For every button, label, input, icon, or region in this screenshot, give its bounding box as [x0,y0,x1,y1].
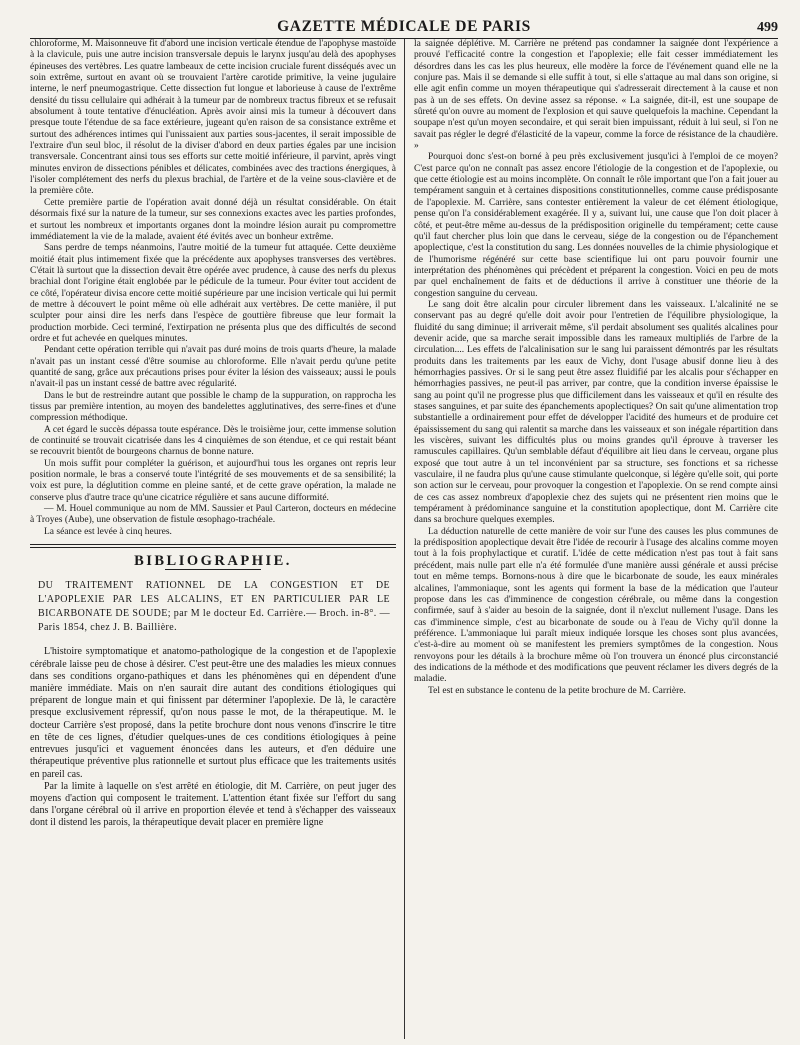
page-number: 499 [757,20,778,35]
section-heading: BIBLIOGRAPHIE. [134,553,292,570]
paragraph: L'histoire symptomatique et anatomo-pathologique de la congestion et de l'apoplexie cérébrale laisse peu de chose à désirer. C'est peut-être une des maladies les mieux connues dans ses conditions organo-pathiques et dans les phénomènes qui en dépendent d'une manière immédiate. Mais on n'en saurait dire autant des conditions étiologiques qui préparent de longue main et qui finissent par déterminer l'apoplexie. De là, le caractère presque exclusivement répressif, qu'on nous passe le mot, de la thérapeutique. M. le docteur Carrière s'est proposé, dans la petite brochure dont nous venons d'inscrire le titre en tête de ces lignes, d'étudier quelques-unes de ces conditions étiologiques à peine entrevues jusqu'ici et vaguement énoncées dans les auteurs, et d'en déduire une thérapeutique préventive plus rationnelle et surtout plus efficace que les traitements usités en pareil cas. [30,646,396,780]
running-header [30,12,778,39]
paragraph: chloroforme, M. Maisonneuve fit d'abord une incision verticale étendue de l'apophyse mastoïde à la clavicule, puis une autre incision transversale depuis le larynx jusqu'au delà des apophyses épineuses des vertèbres. Les quatre lambeaux de cette incision cruciale furent disséqués avec un soin extrême, surtout en avant où se trouvaient l'artère carotide primitive, la veine jugulaire interne, le nerf pneumogastrique. Cette dissection fut longue et laborieuse à cause de l'extrême densité du tissu cellulaire qui adhérait à la tumeur par de nombreux tractus fibreux et se refusait absolument à toute tentative d'énucléation. Après avoir ainsi mis la tumeur à découvert dans presque toute l'étendue de sa face extérieure, jugeant qu'en raison de sa consistance extrême et surtout des adhérences intimes qui l'unissaient aux parties sous-jacentes, il serait impossible de l'extraire d'un seul bloc, il résolut de la diviser d'abord en deux parties égales par une incision transversale. Concentrant ainsi tous ses efforts sur cette moitié inférieure, il parvint, après vingt minutes environ de dissections pénibles et délicates, combinées avec des tractions énergiques, à l'isoler complétement des nerfs du plexus brachial, de l'artère et de la veine sous-clavière et de la première côte. [30,39,396,197]
review-body [30,646,396,829]
paragraph: A cet égard le succès dépassa toute espérance. Dès le troisième jour, cette immense solution de continuité se trouvait cicatrisée dans les 4 cinquièmes de son étendue, et ce qui restait béant se recouvrit bientôt de bourgeons charnus de bonne nature. [30,424,396,458]
section-divider [30,544,396,548]
paragraph: Dans le but de restreindre autant que possible le champ de la suppuration, on rapprocha les tissus par première intention, au moyen des bandelettes agglutinatives, des serre-fines et d'une compression méthodique. [30,390,396,424]
two-column-body [30,39,778,1039]
paragraph: Sans perdre de temps néanmoins, l'autre moitié de la tumeur fut attaquée. Cette deuxième moitié était plus intimement fixée que la précédente aux apophyses transverses des vertèbres. C'était là surtout que la dissection devait être opérée avec prudence, à cause des nerfs du plexus brachial dont l'origine était englobée par le pédicule de la tumeur. Pour éviter tout accident de ce côté, l'opérateur divisa encore cette moitié supérieure par une incision verticale qui lui permit de mettre à découvert le point même où elle adhérait aux vertèbres. De cette manière, il put sculpter pour ainsi dire les nerfs dans l'espèce de gouttière fibreuse que leur formait la production morbide. Ceci terminé, l'extirpation ne présenta plus que des difficultés de second ordre et fut achevée en quelques minutes. [30,243,396,344]
heading-underline [165,569,261,570]
reference-title: DU TRAITEMENT RATIONNEL DE LA CONGESTION ET DE L'APOPLEXIE PAR LES ALCALINS, ET EN PARTICULIER PAR LE BICARBONATE DE SOUDE; [38,580,390,620]
reference-details: par M le docteur Ed. Carrière.— Broch. in-8°. —Paris 1854, chez J. B. Baillière. [38,608,390,634]
paragraph: Par la limite à laquelle on s'est arrêté en étiologie, dit M. Carrière, on peut juger des moyens d'action qui composent le traitement. L'attention étant fixée sur l'effort du sang dans l'organe cérébral où il arrive en proportion élevée et tend à s'échapper des vaisseaux dont il distend les parois, la thérapeutique devait placer en première ligne [30,780,396,829]
session-closing: La séance est levée à cinq heures. [44,526,172,537]
paragraph: la saignée déplétive. M. Carrière ne prétend pas condamner la saignée dont l'expérience a prouvé l'efficacité contre la congestion et l'apoplexie; elle fait cesser immédiatement les désordres dans les cas les plus heureux, elle modère la force de l'événement quand elle ne la conjure pas. Mais il se demande si elle suffit à tout, si elle s'attaque au mal dans son origine, si elle agit enfin comme un moyen thérapeutique qui s'adresserait directement à la cause et non pas à un de ses effets. On devine assez sa réponse. « La saignée, dit-il, est une soupape de sûreté qu'on ouvre au moment de l'explosion et qui sauve quelquefois la machine. Cependant la soupape n'est qu'un moyen secondaire, et qui serait bien impuissant, réduit à lui seul, si l'on ne savait pas régler le degré d'élasticité de la vapeur, comme la force de résistance de la chaudière. » [414,39,778,152]
paragraph: Pourquoi donc s'est-on borné à peu près exclusivement jusqu'ici à l'emploi de ce moyen? C'est parce qu'on ne connaît pas assez encore l'étiologie de la congestion et de l'apoplexie, ou que cette étiologie est au moins incomplète. On connaît le rôle important que l'on a fait jouer au tempérament sanguin et à certaines dispositions constitutionnelles, comme cause prédisposante de l'apoplexie. M. Carrière, sans contester entièrement la valeur de cet élément étiologique, pense qu'on l'a considérablement exagérée. Il y a, suivant lui, une cause que l'on doit placer à côté, et peut-être même au-dessus de la prédisposition originelle du tempérament; cette cause qu'il faut chercher plus loin que dans le cerveau, siége de la congestion ou de l'épanchement apoplectique, c'est la constitution du sang. Les données nouvelles de la chimie physiologique et de l'humorisme régénéré sur cette base scientifique lui ont paru pouvoir fournir une interprétation des phénomènes qui précèdent et préparent la congestion. Voici en peu de mots par quel enchaînement de faits et de déductions il arrive à constituer une théorie de la congestion sanguine du cerveau. [414,152,778,299]
journal-title: GAZETTE MÉDICALE DE PARIS [277,18,531,35]
paragraph: Le sang doit être alcalin pour circuler librement dans les vaisseaux. L'alcalinité ne se conservant pas au degré qu'elle doit avoir pour l'entretien de l'équilibre physiologique, la fluidité du sang diminue; il arriverait même, s'il perdait absolument ses qualités alcalines pour devenir acide, que sa marche serait impossible dans les rameaux multipliés de l'arbre de la circulation.... Les effets de l'alcalinisation sur le sang lui paraissent démontrés par les résultats produits dans les traitements par les eaux de Vichy, dont l'usage abusif donne lieu à des hémorrhagies passives. Or si le sang peut être assez fluidifié par les alcalis pour s'échapper en hémorrhagies passives, ne peut-il pas arriver, par contre, que la condition inverse épaissise le sang au point qu'il ne progresse plus que difficilement dans les vaisseaux et qu'il en résulte des stases sanguines, et par suite des épanchements apoplectiques? On sait qu'une alimentation trop substantielle a ordinairement pour effet de développer l'acidité des humeurs et de produire cet épaississement du sang qui ralentit sa marche dans les vaisseaux et son inégale répartition dans les viscères, suivant les difficultés plus ou moins grandes qu'il éprouve à traverser les ramuscules capillaires. Qu'un semblable défaut d'équilibre ait lieu dans le cerveau, organe plus exposé que tout autre à un tel inconvénient par sa structure, ses fonctions et sa richesse vasculaire, il ne faudra plus qu'une cause stimulante quelconque, si légère qu'elle soit, qui porte son action sur le cerveau, pour provoquer la congestion et l'apoplexie. On se rend compte ainsi de ces cas assez nombreux d'apoplexie chez des sujets qui ne présentent rien moins que le tempérament à prédominance sanguine et la constitution apoplectique, dont M. Carrière cite dans sa brochure quelques exemples. [414,299,778,526]
paragraph: — M. Houel communique au nom de MM. Saussier et Paul Carteron, docteurs en médecine à Troyes (Aube), une observation de fistule œsophago-trachéale. [30,504,396,526]
bibliography-reference [30,579,396,635]
right-column [404,39,778,1039]
paragraph: La déduction naturelle de cette manière de voir sur l'une des causes les plus communes de la prédisposition apoplectique devait être l'idée de recourir à l'usage des alcalins comme moyen tout à la fois prophylactique et curatif. L'idée de cette médication n'est pas tout à fait sans précédent, mais nulle part elle n'a été formulée d'une manière aussi générale et aussi précise tout en même temps. Bornons-nous à dire que le bicarbonate de soude, les eaux minérales alcalines, l'ammoniaque, sont les agents qui forment la base de la médication que l'auteur propose dans les cas d'imminence de congestion cérébrale, ou même dans la congestion confirmée, sauf à s'aider au besoin de la saignée, dont il n'exclut nullement l'usage. Dans les cas d'imminence simple, c'est au bicarbonate de soude ou à l'eau de Vichy qu'il donne la préférence. L'ammoniaque lui paraît mieux indiquée lorsque les choses sont plus avancées, c'est-à-dire au moment où se manifestent les premiers symptômes de la congestion. Nous renvoyons pour les détails à la brochure même où l'on trouvera un énoncé plus circonstancié des indications de la méthode et des modifications que peuvent réclamer les divers degrés de la maladie. [414,526,778,685]
paragraph: Cette première partie de l'opération avait donné déjà un résultat considérable. On était désormais fixé sur la nature de la tumeur, sur ses connexions exactes avec les parties profondes, et surtout les nombreux et importants organes dont la moindre lésion aurait pu compromettre immédiatement la vie de la malade, avaient été évités avec un bonheur extrême. [30,197,396,242]
session-report [30,39,396,538]
paragraph: Un mois suffit pour compléter la guérison, et aujourd'hui tous les organes ont repris leur position normale, le bras a conservé toute l'intégrité de ses mouvements et de sa sensibilité; la voix est pure, la déglutition comme en pleine santé, et de cette grave opération, la malade ne conserve plus d'autre trace qu'une cicatrice régulière et sans aucune difformité. [30,458,396,503]
left-column [30,39,404,1039]
paragraph: Tel est en substance le contenu de la petite brochure de M. Carrière. [428,685,686,696]
paragraph: Pendant cette opération terrible qui n'avait pas duré moins de trois quarts d'heure, la malade n'avait pas un instant cessé d'être soumise au chloroforme. Elle n'avait perdu qu'une petite quantité de sang, grâce aux précautions prises pour éviter la lésion des vaisseaux; aussi le pouls n'avait-il pas un instant cessé de battre avec régularité. [30,345,396,390]
